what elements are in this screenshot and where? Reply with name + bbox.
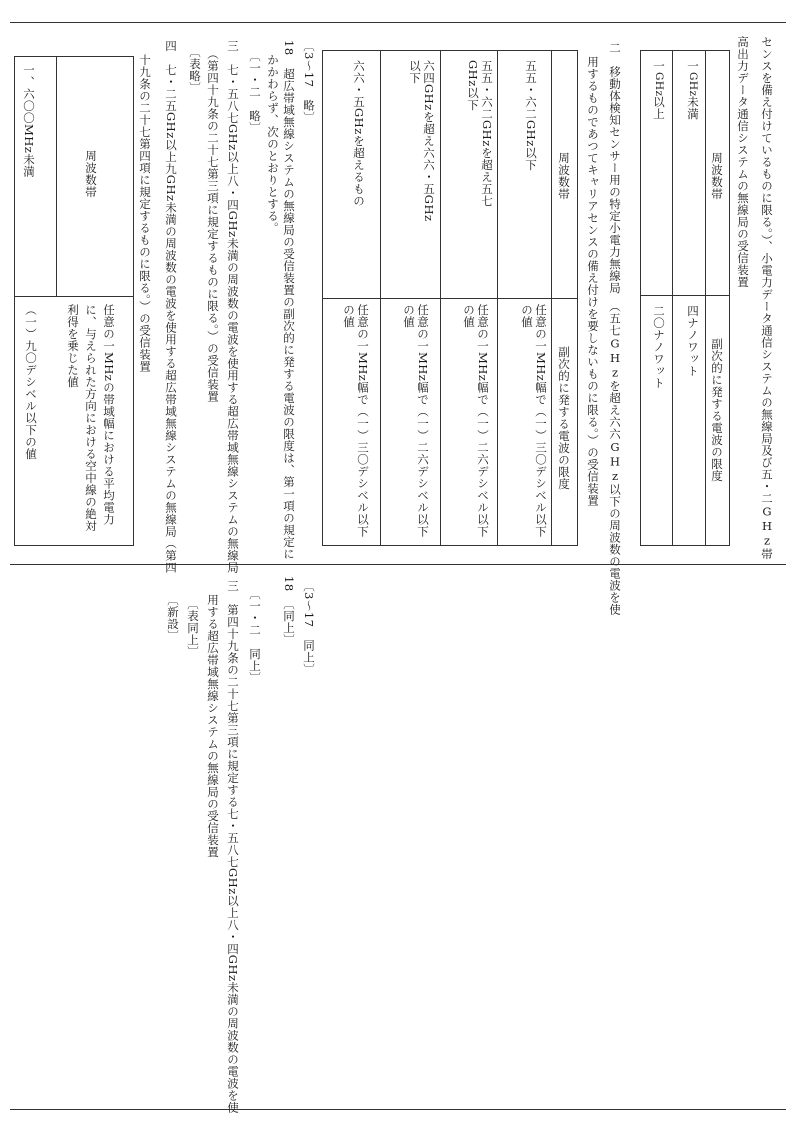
- sec4-line-1: 四 七・二五GHz以上九GHz未満の周波数の電波を使用する超広帯域無線システムの無線局（第四: [164, 40, 178, 574]
- table-2-col-divider: [322, 298, 578, 299]
- table-3-col-divider: [14, 296, 134, 297]
- middle-rule: [10, 564, 786, 565]
- sec2-title-1: 二 移動体検知センサー用の特定小電力無線局 （五七GHzを超え六六GHz以下の周波数の電波を使: [608, 42, 622, 616]
- table-1-row1-freq-b: GHz: [687, 72, 699, 97]
- lower-sec3-line-2: 用する超広帯域無線システムの無線局の受信装置: [206, 594, 220, 858]
- table-3-header-limit: 任意の一MHzの帯域幅における平均電力に、与えられた方向における空中線の絶対利得を乗じた値: [66, 304, 116, 532]
- table-1-row2-freq-c: 以上: [652, 96, 666, 120]
- table-1-row2-freq-a: 一: [652, 60, 666, 72]
- table-1-row2-limit: 二〇ナノワット: [652, 305, 666, 389]
- table-3-row1-limit: （一）九〇デシベル以下の値: [24, 304, 38, 460]
- table-1-row1-freq-c: 未満: [686, 96, 700, 120]
- table-3-header-freq: 周波数帯: [84, 150, 98, 198]
- table-2-row4-freq: 六六・五GHzを超えるもの: [352, 60, 366, 207]
- text-col-a1: センスを備え付けているものに限る。）、小電力データ通信システムの無線局及び五・二GHz帯: [760, 36, 774, 560]
- lower-note-3-17: 〔3～17 同上〕: [302, 580, 316, 676]
- sec3-line-1: 三 七・五八七GHz以上八・四GHz未満の周波数の電波を使用する超広帯域無線システムの無線局: [226, 40, 240, 574]
- text-col-a2: 高出力データ通信システムの無線局の受信装置: [736, 36, 750, 288]
- table-3-header-divider: [56, 56, 57, 296]
- table-2-row-divider-2: [440, 50, 441, 546]
- lower-note-new: 〔新設〕: [166, 594, 180, 642]
- table-2-row2-freq: 五五・六二GHzを超え五七GHz以下: [466, 60, 494, 207]
- note-3-17: 〔3～17 略〕: [302, 40, 316, 124]
- table-1-row1-limit: 四ナノワット: [686, 305, 700, 377]
- table-2-header-freq: 周波数帯: [557, 152, 571, 200]
- table-1-header-limit: 副次的に発する電波の限度: [710, 338, 724, 482]
- table-2-row-divider-1: [497, 50, 498, 546]
- lower-para18: 18 〔同上〕: [282, 576, 296, 646]
- sec4-line-2: 十九条の二十七第四項に規定するものに限る。）の受信装置: [138, 54, 152, 373]
- lower-note-table: 〔表同上〕: [186, 598, 200, 658]
- lower-sec3-line-1: 三 第四十九条の二十七第三項に規定する七・五八七GHz以上八・四GHz未満の周波数の電波を使: [226, 580, 240, 1114]
- table-2-row1-limit: 任意の一MHz幅で（一）三〇デシベル以下の値: [520, 304, 548, 538]
- para18-line-2: かかわらず、次のとおりとする。: [266, 54, 280, 234]
- note-table-omitted: 〔表略〕: [188, 46, 202, 94]
- table-2-row1-freq: 五五・六二GHz以下: [524, 60, 538, 171]
- table-2-row-divider-3: [380, 50, 381, 546]
- table-3-row1-freq: 一、六〇〇MHz未満: [22, 64, 36, 178]
- table-2-row4-limit: 任意の一MHz幅で（一）三〇デシベル以下の値: [342, 304, 370, 538]
- lower-note-1-2: 〔一・二 同上〕: [248, 588, 262, 684]
- top-rule: [10, 22, 786, 23]
- table-1-row-divider-2: [672, 50, 673, 546]
- sec3-line-2: （第四十九条の二十七第三項に規定するものに限る。）の受信装置: [206, 48, 220, 403]
- table-1-row1-freq-a: 一: [686, 60, 700, 72]
- note-1-2: 〔一・二 略〕: [248, 50, 262, 134]
- table-2-row3-limit: 任意の一MHz幅で（一）二六デシベル以下の値: [402, 304, 430, 538]
- sec2-title-2: 用するものであつてキャリアセンスの備え付けを要しないものに限る。）の受信装置: [586, 56, 600, 507]
- table-2-row2-limit: 任意の一MHz幅で（一）二六デシベル以下の値: [462, 304, 490, 538]
- para18-line-1: 18 超広帯域無線システムの無線局の受信装置の副次的に発する電波の限度は、第一項の規定に: [282, 40, 296, 560]
- table-2-header-limit: 副次的に発する電波の限度: [557, 346, 571, 490]
- table-1-header-freq: 周波数帯: [710, 152, 724, 200]
- bottom-rule: [10, 1109, 786, 1110]
- table-1-row-divider: [705, 50, 706, 546]
- table-1-row2-freq-b: GHz: [653, 72, 665, 97]
- table-2-row3-freq: 六四GHzを超え六六・五GHz以下: [408, 60, 436, 222]
- table-1-col-divider: [640, 295, 730, 296]
